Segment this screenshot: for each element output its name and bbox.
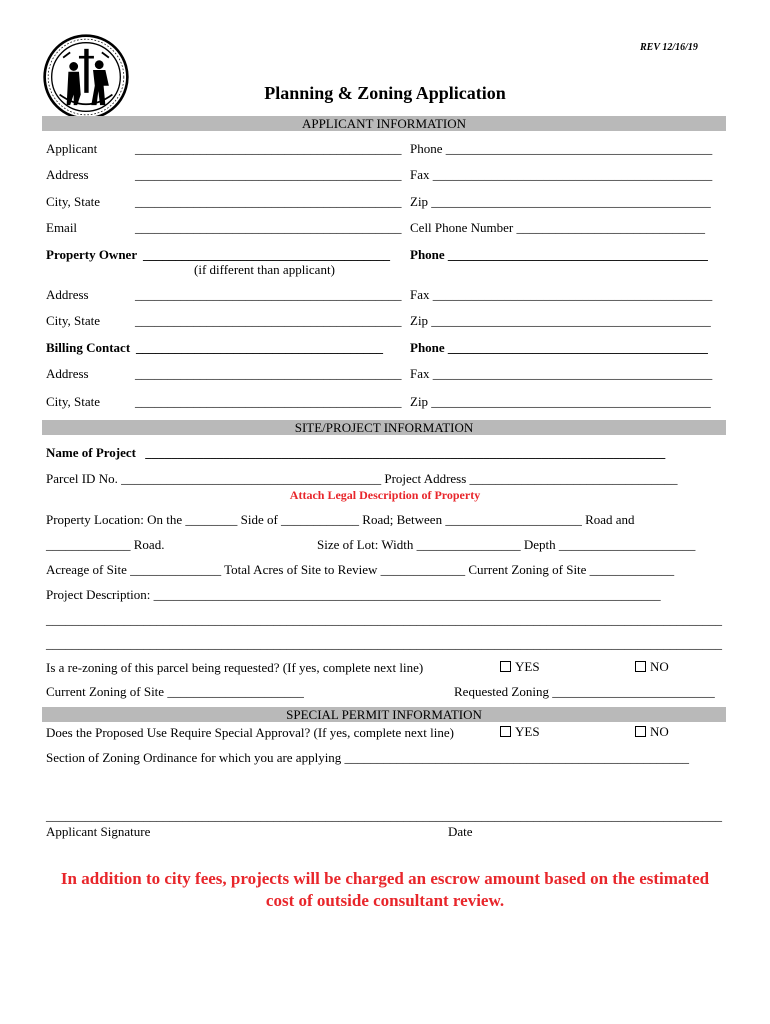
- applicant-email-field[interactable]: _________________________________________: [135, 220, 402, 235]
- billing-city-label: City, State: [46, 394, 101, 409]
- billing-phone-field[interactable]: Phone ________________________________________: [410, 340, 708, 355]
- owner-note: (if different than applicant): [194, 262, 335, 277]
- page-title: Planning & Zoning Application: [264, 83, 506, 103]
- acreage-field[interactable]: Acreage of Site ______________ Total Acres of Site to Review _____________ Current Zoning of Site _____________: [46, 562, 675, 577]
- special-approval-no-label: NO: [650, 724, 669, 739]
- property-owner-field[interactable]: ______________________________________: [143, 247, 390, 262]
- owner-city-label: City, State: [46, 313, 101, 328]
- special-approval-no-checkbox[interactable]: [635, 725, 669, 738]
- owner-address-label: Address: [46, 287, 89, 302]
- project-description-field[interactable]: Project Description: ______________________________________________________________________________: [46, 587, 661, 602]
- applicant-signature-label: Applicant Signature: [46, 824, 151, 839]
- applicant-address-label: Address: [46, 167, 89, 182]
- special-approval-yes-label: YES: [515, 724, 540, 739]
- special-approval-question: Does the Proposed Use Require Special Approval? (If yes, complete next line): [46, 725, 454, 740]
- project-description-line-3[interactable]: ________________________________________________________________________________________________________: [46, 636, 722, 651]
- current-zoning-field[interactable]: Current Zoning of Site _____________________: [46, 684, 304, 699]
- checkbox-icon: [500, 661, 511, 672]
- applicant-label: Applicant: [46, 141, 98, 156]
- rezoning-no-checkbox[interactable]: [635, 660, 669, 673]
- owner-city-field[interactable]: _________________________________________: [135, 313, 402, 328]
- signature-line[interactable]: ________________________________________________________________________________________________________: [46, 808, 722, 823]
- property-owner-label: Property Owner: [46, 247, 138, 262]
- applicant-fax-field[interactable]: Fax ___________________________________________: [410, 167, 713, 182]
- property-location-road-field[interactable]: _____________ Road.: [46, 537, 165, 552]
- rezoning-yes-checkbox[interactable]: [500, 660, 540, 673]
- applicant-zip-field[interactable]: Zip ___________________________________________: [410, 194, 711, 209]
- property-owner-phone-field[interactable]: Phone ________________________________________: [410, 247, 708, 262]
- special-approval-yes-checkbox[interactable]: [500, 725, 540, 738]
- project-description-line-2[interactable]: ________________________________________________________________________________________________________: [46, 612, 722, 627]
- escrow-notice-line-1: In addition to city fees, projects will be charged an escrow amount based on the estimated: [60, 869, 710, 888]
- lot-size-field[interactable]: Size of Lot: Width ________________ Depth _____________________: [317, 537, 696, 552]
- date-label: Date: [448, 824, 473, 839]
- billing-address-label: Address: [46, 366, 89, 381]
- billing-fax-field[interactable]: Fax ___________________________________________: [410, 366, 713, 381]
- applicant-cell-phone-field[interactable]: Cell Phone Number _____________________________: [410, 220, 706, 235]
- rezoning-no-label: NO: [650, 659, 669, 674]
- applicant-city-label: City, State: [46, 194, 101, 209]
- property-location-field[interactable]: Property Location: On the ________ Side of ____________ Road; Between _____________________ Road and: [46, 512, 635, 527]
- legal-description-note: Attach Legal Description of Property: [289, 488, 481, 502]
- escrow-notice-line-2: cost of outside consultant review.: [265, 891, 505, 910]
- checkbox-icon: [635, 661, 646, 672]
- applicant-city-field[interactable]: _________________________________________: [135, 194, 402, 209]
- zoning-ordinance-field[interactable]: Section of Zoning Ordinance for which you are applying _____________________________________________________: [46, 750, 690, 765]
- rezoning-question: Is a re-zoning of this parcel being requested? (If yes, complete next line): [46, 660, 424, 675]
- rezoning-yes-label: YES: [515, 659, 540, 674]
- project-name-field[interactable]: ________________________________________________________________________________: [142, 445, 666, 460]
- applicant-field[interactable]: _________________________________________: [135, 141, 402, 156]
- checkbox-icon: [635, 726, 646, 737]
- project-name-label: Name of Project: [46, 445, 136, 460]
- owner-address-field[interactable]: _________________________________________: [135, 287, 402, 302]
- applicant-phone-field[interactable]: Phone _________________________________________: [410, 141, 713, 156]
- requested-zoning-field[interactable]: Requested Zoning _________________________: [454, 684, 715, 699]
- escrow-notice: [40, 868, 730, 912]
- billing-address-field[interactable]: _________________________________________: [135, 366, 402, 381]
- applicant-address-field[interactable]: _________________________________________: [135, 167, 402, 182]
- owner-zip-field[interactable]: Zip ___________________________________________: [410, 313, 711, 328]
- applicant-info-heading: APPLICANT INFORMATION: [42, 116, 726, 131]
- billing-contact-field[interactable]: ______________________________________: [136, 340, 383, 355]
- revision-label: REV 12/16/19: [640, 42, 698, 53]
- billing-city-field[interactable]: _________________________________________: [135, 394, 402, 409]
- city-seal-icon: [42, 33, 130, 121]
- site-project-heading: SITE/PROJECT INFORMATION: [42, 420, 726, 435]
- applicant-email-label: Email: [46, 220, 78, 235]
- billing-contact-label: Billing Contact: [46, 340, 131, 355]
- billing-zip-field[interactable]: Zip ___________________________________________: [410, 394, 711, 409]
- special-permit-heading: SPECIAL PERMIT INFORMATION: [42, 707, 726, 722]
- checkbox-icon: [500, 726, 511, 737]
- parcel-address-field[interactable]: Parcel ID No. ________________________________________ Project Address ________________________________: [46, 471, 678, 486]
- owner-fax-field[interactable]: Fax ___________________________________________: [410, 287, 713, 302]
